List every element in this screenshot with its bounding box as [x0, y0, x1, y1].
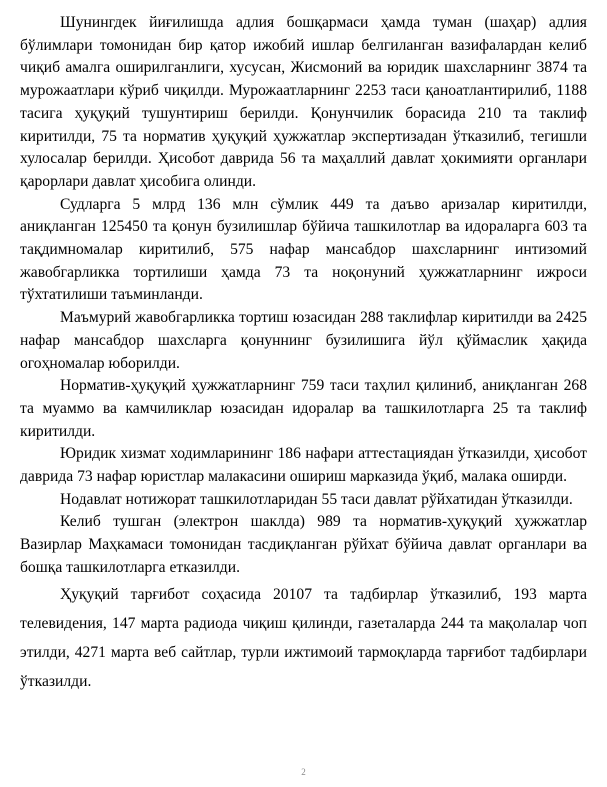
paragraph-administrative-liability: Маъмурий жавобгарликка тортиш юзасидан 288 таклифлар киритилди ва 2425 нафар мансабдор шахсларга қонуннинг бузилишига йўл қўймаслик ҳақида огоҳномалар юборилди.	[20, 309, 587, 372]
paragraph-court-claims: Судларга 5 млрд 136 млн сўмлик 449 та даъво аризалар киритилди, аниқланган 125450 та қонун бузилишлар бўйича ташкилотлар ва идораларга 603 та тақдимномалар киритилиб, 575 нафар мансабдор шахсларнинг интизомий жавобгарликка тортилиши ҳамда 73 та ноқонуний ҳужжатларнинг ижроси тўхтатилиши таъминланди.	[20, 195, 587, 304]
page-number: 2	[301, 767, 306, 777]
paragraph-meeting-summary: Шунингдек йиғилишда адлия бошқармаси ҳамда туман (шаҳар) адлия бўлимлари томонидан бир қатор ижобий ишлар белгиланган вазифалардан келиб чиқиб амалга оширилганлиги, хусусан, Жисмоний ва юридик шахсларнинг 3874 та мурожаатлари кўриб чиқилди. Мурожаатларнинг 2253 таси қаноатлантирилиб, 1188 тасига ҳуқуқий тушунтириш берилди. Қонунчилик борасида 210 та таклиф киритилди, 75 та норматив ҳуқуқий ҳужжатлар экспертизадан ўтказилиб, тегишли хулосалар берилди. Ҳисобот даврида 56 та маҳаллий давлат ҳокимияти органлари қарорлари давлат ҳисобига олинди.	[20, 14, 587, 190]
paragraph-legal-promotion: Ҳуқуқий тарғибот соҳасида 20107 та тадбирлар ўтказилиб, 193 марта телевидения, 147 марта радиода чиқиш қилинди, газеталарда 244 та мақолалар чоп этилди, 4271 марта веб сайтлар, турли ижтимоий тармоқларда тарғибот тадбирлари ўтказилди.	[20, 585, 587, 690]
paragraph-ngo-registration: Нодавлат нотижорат ташкилотларидан 55 таси давлат рўйхатидан ўтказилди.	[60, 490, 573, 508]
paragraph-legal-service-staff: Юридик хизмат ходимларининг 186 нафари аттестациядан ўтказилди, ҳисобот даврида 73 нафар юристлар малакасини ошириш марказида ўқиб, малака оширди.	[20, 445, 587, 486]
paragraph-normative-analysis: Норматив-ҳуқуқий ҳужжатларнинг 759 таси таҳлил қилиниб, аниқланган 268 та муаммо ва камчиликлар юзасидан идоралар ва ташкилотларга 25 та таклиф киритилди.	[20, 377, 587, 440]
paragraph-electronic-documents: Келиб тушган (электрон шаклда) 989 та норматив-ҳуқуқий ҳужжатлар Вазирлар Маҳкамаси томонидан тасдиқланган рўйхат бўйича давлат органлари ва бошқа ташкилотларга етказилди.	[20, 513, 587, 576]
